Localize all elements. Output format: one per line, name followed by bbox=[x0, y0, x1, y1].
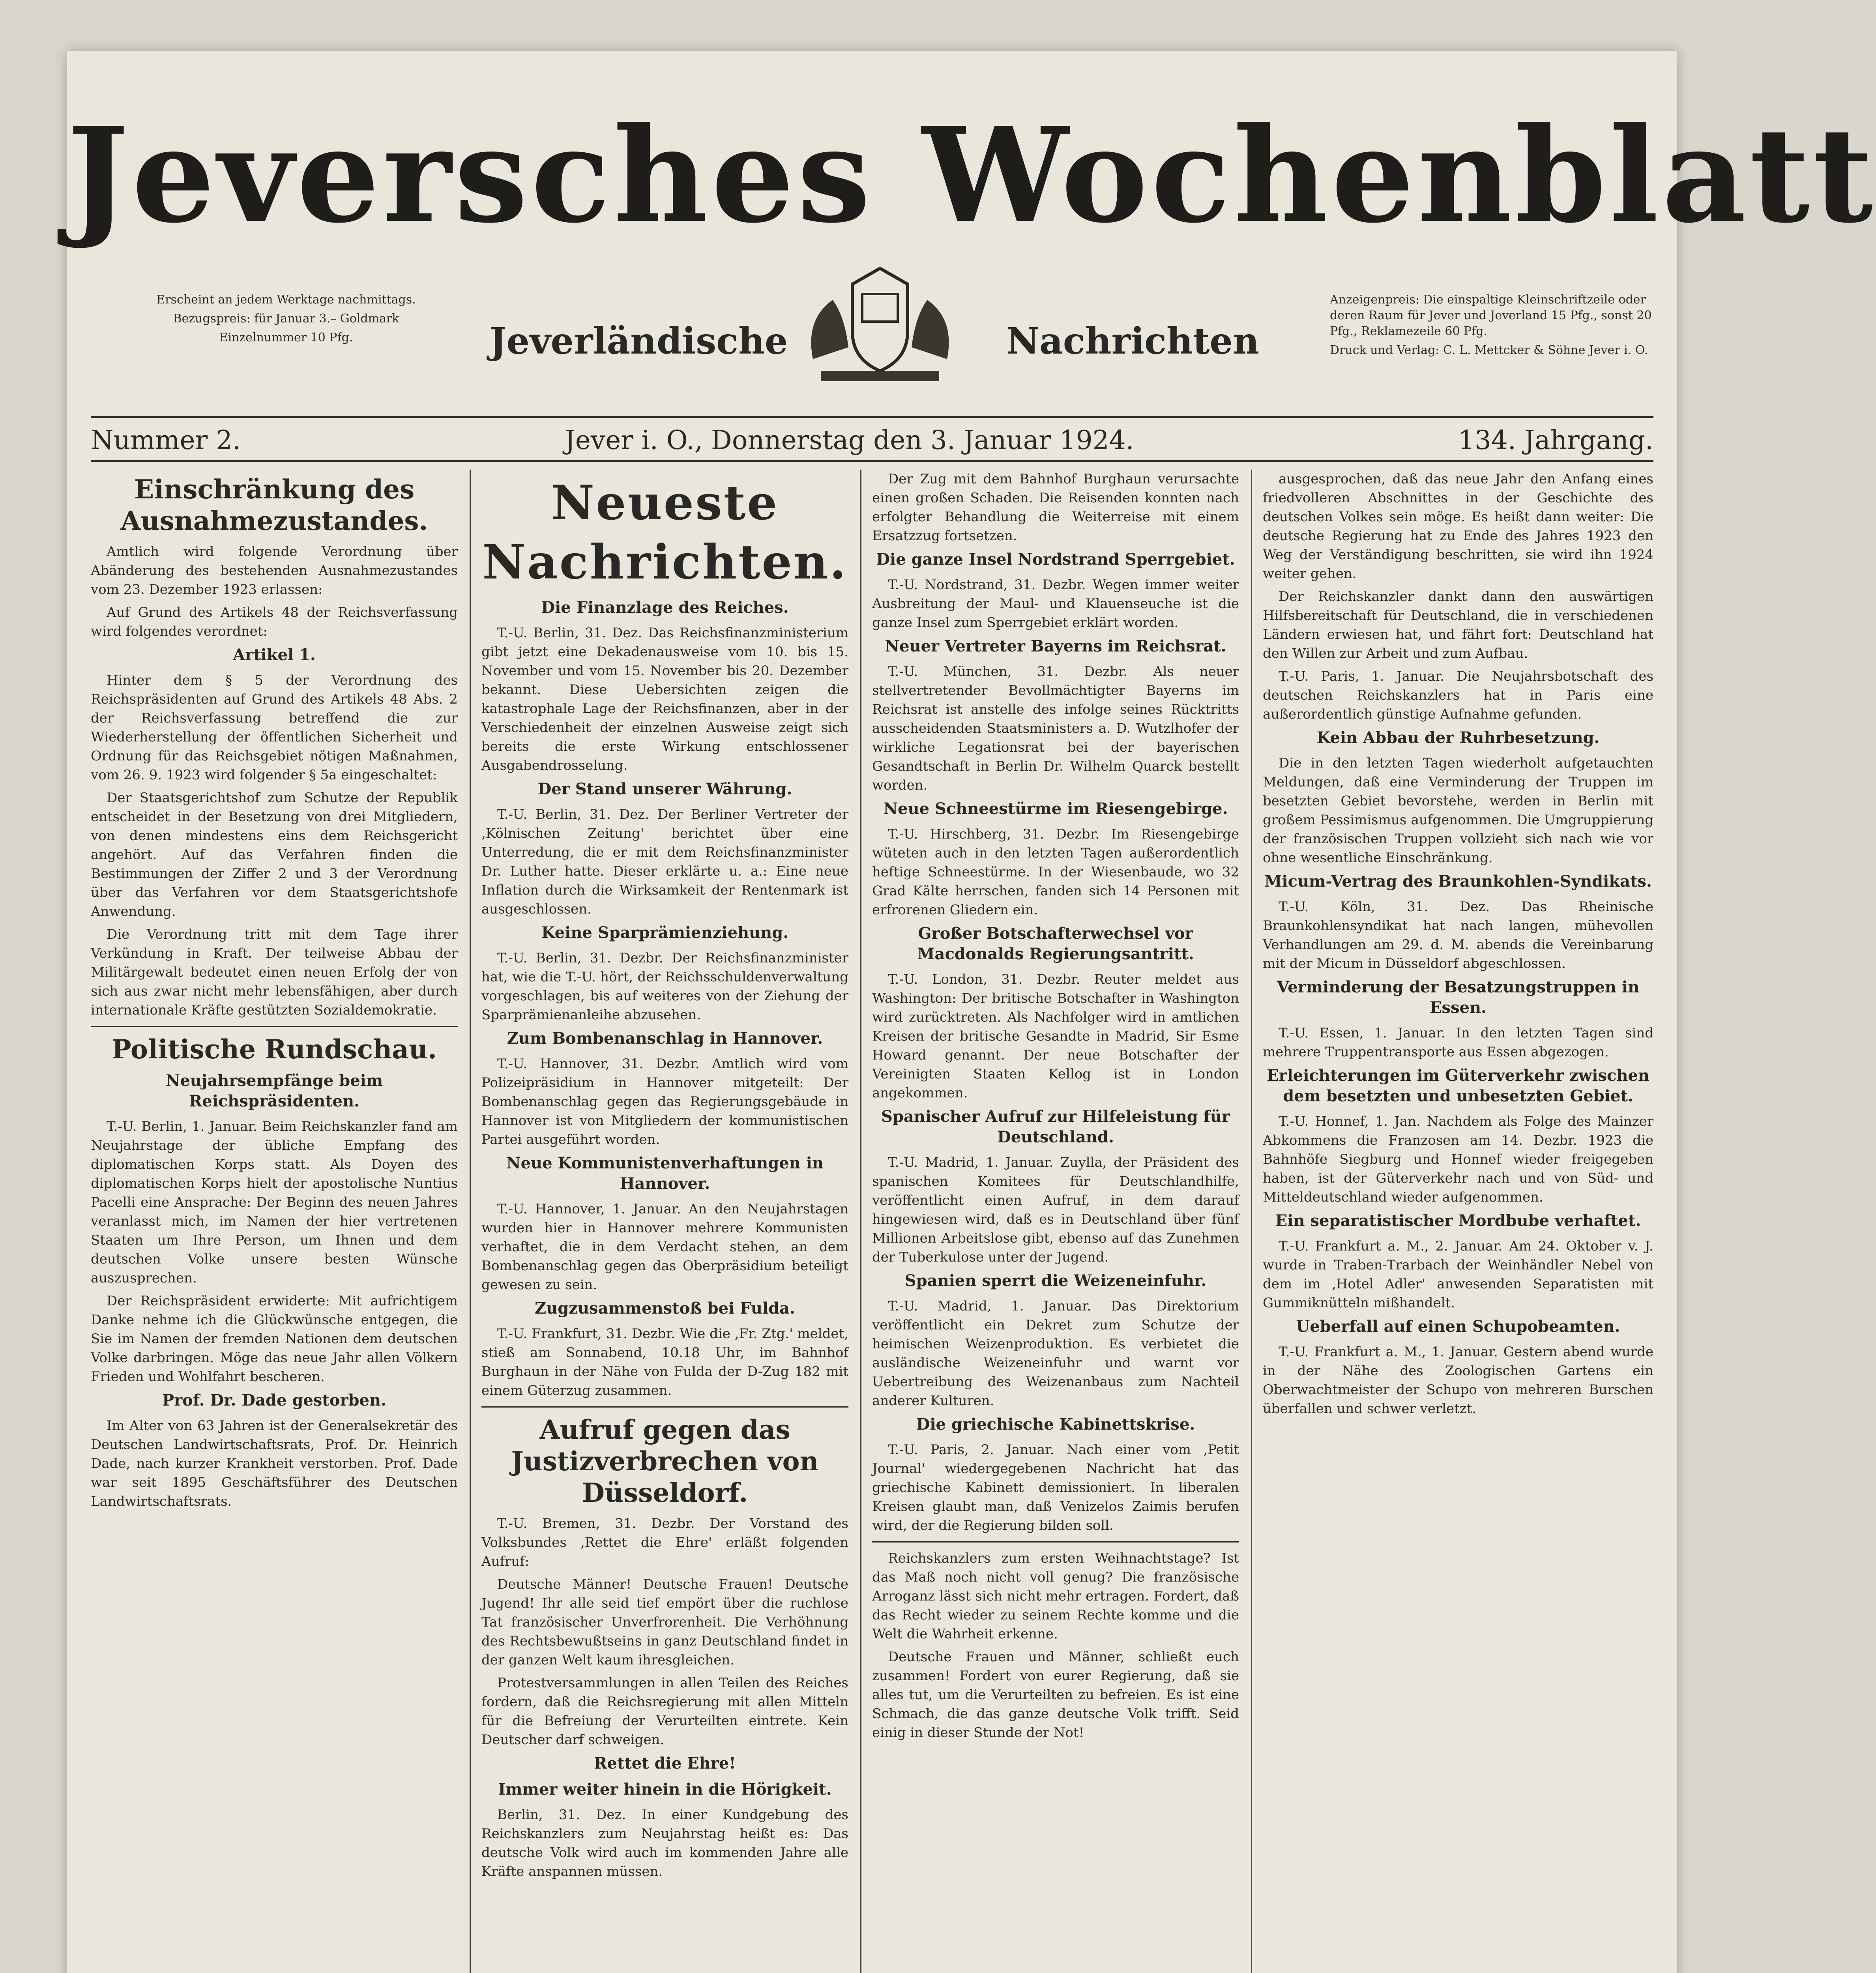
article-paragraph: Berlin, 31. Dez. In einer Kundgebung des Reichskanzlers zum Neujahrstag heißt es: Das deutsche Volk wird auch im kommenden Jahre alle Kräfte anspannen müssen. bbox=[481, 1807, 848, 1879]
article-paragraph: T.-U. Honnef, 1. Jan. Nachdem als Folge des Mainzer Abkommens die Franzosen am 14. Dezbr. 1923 die Bahnhöfe Siegburg und Honnef wieder freigegeben haben, ist der Güterverkehr nach und von Süd- und Mitteldeutschland wieder aufgenommen. bbox=[1263, 1114, 1653, 1205]
info-line: Anzeigenpreis: Die einspaltige Kleinschriftzeile oder deren Raum für Jever und Jeverland 15 Pfg., sonst 20 Pfg., Reklamezeile 60 Pfg. bbox=[1330, 293, 1652, 338]
article-subheadline: Kein Abbau der Ruhrbesetzung. bbox=[1316, 728, 1600, 747]
article-subheadline: Neujahrsempfänge beim Reichspräsidenten. bbox=[165, 1071, 383, 1110]
article-paragraph: T.-U. Berlin, 31. Dez. Das Reichsfinanzministerium gibt jetzt eine Dekadenausweise vom 10. bis 15. November und vom 15. November bis 20. Dezember bekannt. Diese Uebersichten zeigen die katastrophale Lage der Reichsfinanzen, aber in der Verschiedenheit der einzelnen Ausweise zeigt sich bereits die erste Wirkung entschlossener Ausgabendrosselung. bbox=[481, 625, 848, 773]
header-rule bbox=[91, 416, 1653, 418]
column-separator bbox=[860, 470, 861, 1973]
article-paragraph: T.-U. Nordstrand, 31. Dezbr. Wegen immer weiter Ausbreitung der Maul- und Klauenseuche ist die ganze Insel zum Sperrgebiet erklärt worden. bbox=[872, 577, 1239, 631]
info-line: Druck und Verlag: C. L. Mettcker & Söhne Jever i. O. bbox=[1330, 343, 1648, 357]
article-paragraph: T.-U. Essen, 1. Januar. In den letzten Tagen sind mehrere Truppentransporte aus Essen abgezogen. bbox=[1263, 1025, 1653, 1060]
article-paragraph: T.-U. München, 31. Dezbr. Als neuer stellvertretender Bevollmächtigter Bayerns im Reichsrat ist anstelle des infolge seines Rücktritts ausscheidenden Staatsministers a. D. Wutzlhofer der wirkliche Legationsrat bei der bayerischen Gesandtschaft in Berlin Dr. Wilhelm Quarck bestellt worden. bbox=[872, 664, 1239, 793]
info-line: Einzelnummer 10 Pfg. bbox=[219, 331, 353, 344]
section-rule bbox=[481, 1406, 848, 1408]
article-subheadline: Die ganze Insel Nordstrand Sperrgebiet. bbox=[876, 550, 1235, 569]
article-paragraph: T.-U. Hannover, 1. Januar. An den Neujahrstagen wurden hier in Hannover mehrere Kommunisten verhaftet, die in dem Verdacht stehen, an dem Bombenanschlag gegen das Oberpräsidium beteiligt gewesen zu sein. bbox=[481, 1201, 848, 1293]
section-headline: Neueste Nachrichten. bbox=[482, 475, 848, 590]
article-paragraph: Hinter dem § 5 der Verordnung des Reichspräsidenten auf Grund des Artikels 48 Abs. 2 der Reichsverfassung betreffend die zur Wiederherstellung der öffentlichen Sicherheit und Ordnung für das Reichsgebiet nötigen Maßnahmen, vom 26. 9. 1923 wird folgender § 5a eingeschaltet: bbox=[91, 672, 458, 783]
article-paragraph: Der Zug mit dem Bahnhof Burghaun verursachte einen großen Schaden. Die Reisenden konnten nach erfolgter Behandlung die Weiterreise mit einem Ersatzzug fortsetzen. bbox=[872, 471, 1239, 544]
column-4 bbox=[1263, 470, 1653, 1973]
article-paragraph: Protestversammlungen in allen Teilen des Reiches fordern, daß die Reichsregierung mit allen Mitteln für die Befreiung der Verurteilten eintrete. Kein Deutscher darf schweigen. bbox=[481, 1675, 848, 1748]
article-subheadline: Prof. Dr. Dade gestorben. bbox=[162, 1391, 386, 1410]
header-rule bbox=[91, 460, 1653, 462]
volume-year: 134. Jahrgang. bbox=[1458, 425, 1653, 455]
section-headline: Politische Rundschau. bbox=[112, 1034, 437, 1065]
section-rule bbox=[872, 1541, 1239, 1542]
article-paragraph: T.-U. Berlin, 31. Dez. Der Berliner Vertreter der ‚Kölnischen Zeitung' berichtet über eine Unterredung, die er mit dem Reichsfinanzminister Dr. Luther hatte. Dieser erklärte u. a.: Eine neue Inflation durch die Wirksamkeit der Rentenmark ist ausgeschlossen. bbox=[481, 807, 848, 917]
column-3 bbox=[872, 470, 1239, 1973]
article-subheadline: Großer Botschafterwechsel vor Macdonalds Regierungsantritt. bbox=[917, 924, 1194, 963]
article-paragraph: T.-U. Madrid, 1. Januar. Das Direktorium veröffentlicht ein Dekret zum Schutze der heimischen Weizenproduktion. Es verbietet die ausländische Weizeneinfuhr und warnt vor Uebertreibung des Weizenanbaus zum Nachteil anderer Kulturen. bbox=[872, 1298, 1239, 1409]
article-paragraph: Amtlich wird folgende Verordnung über Abänderung des bestehenden Ausnahmezustandes vom 23. Dezember 1923 erlassen: bbox=[91, 544, 458, 597]
article-headline: Aufruf gegen das Justizverbrechen von Düsseldorf. bbox=[511, 1414, 819, 1508]
article-subheadline: Der Stand unserer Währung. bbox=[537, 780, 792, 798]
article-paragraph: Die in den letzten Tagen wiederholt aufgetauchten Meldungen, daß eine Verminderung der Truppen im besetzten Gebiet bevorstehe, werden in Berlin mit großem Pessimismus aufgenommen. Die Umgruppierung der französischen Truppen vollzieht sich nach wie vor ohne wesentliche Einschränkung. bbox=[1263, 755, 1653, 866]
article-paragraph: ausgesprochen, daß das neue Jahr den Anfang eines friedvolleren Abschnittes in der Geschichte des deutschen Volkes sein möge. Es heißt dann weiter: Die deutsche Regierung hat zu Ende des Jahres 1923 den Weg der Verständigung beschritten, sie wird ihn 1924 weiter gehen. bbox=[1263, 471, 1653, 582]
article-paragraph: Der Staatsgerichtshof zum Schutze der Republik entscheidet in der Besetzung von drei Mitgliedern, von denen mindestens eins dem Reichsgericht angehört. Auf das Verfahren finden die Bestimmungen der Ziffer 2 und 3 der Verordnung über das Verfahren vor dem Staatsgerichtshofe Anwendung. bbox=[91, 790, 458, 919]
article-paragraph: T.-U. Frankfurt a. M., 2. Januar. Am 24. Oktober v. J. wurde in Traben-Trarbach der Weinhändler Nebel von dem im ‚Hotel Adler' anwesenden Separatisten mit Gummiknütteln mißhandelt. bbox=[1263, 1238, 1653, 1311]
article-subheadline: Verminderung der Besatzungstruppen in Essen. bbox=[1277, 978, 1640, 1017]
column-1 bbox=[91, 470, 458, 1973]
column-2 bbox=[481, 470, 848, 1973]
article-paragraph: T.-U. Hannover, 31. Dezbr. Amtlich wird vom Polizeipräsidium in Hannover mitgeteilt: Der Bombenanschlag gegen das Regierungsgebäude in Hannover ist von Mitgliedern der kommunistischen Partei ausgeführt worden. bbox=[481, 1056, 848, 1147]
article-paragraph: T.-U. Paris, 1. Januar. Die Neujahrsbotschaft des deutschen Reichskanzlers hat in Paris eine außerordentlich günstige Aufnahme gefunden. bbox=[1263, 668, 1653, 722]
article-paragraph: Der Reichspräsident erwiderte: Mit aufrichtigem Danke nehme ich die Glückwünsche entgegen, die Sie im Namen der fremden Nationen dem deutschen Volke darbringen. Möge das neue Jahr allen Völkern Frieden und Wohlfahrt bescheren. bbox=[91, 1293, 458, 1385]
article-paragraph: T.-U. Frankfurt, 31. Dezbr. Wie die ‚Fr. Ztg.' meldet, stieß am Sonnabend, 10.18 Uhr, im Bahnhof Burghaun in der Nähe von Fulda der D-Zug 182 mit einem Güterzug zusammen. bbox=[481, 1326, 848, 1398]
issue-date: Jever i. O., Donnerstag den 3. Januar 1924. bbox=[565, 425, 1134, 455]
article-subheadline: Neue Schneestürme im Riesengebirge. bbox=[883, 799, 1228, 818]
article-subheadline: Ein separatistischer Mordbube verhaftet. bbox=[1275, 1211, 1641, 1230]
article-subheadline: Ueberfall auf einen Schupobeamten. bbox=[1296, 1317, 1620, 1336]
article-paragraph: T.-U. Köln, 31. Dez. Das Rheinische Braunkohlensyndikat hat nach langen, mühevollen Verhandlungen am 29. d. M. abends die Vereinbarung mit der Micum in Düsseldorf abgeschlossen. bbox=[1263, 899, 1653, 972]
article-paragraph: Die Verordnung tritt mit dem Tage ihrer Verkündung in Kraft. Der teilweise Abbau der Militärgewalt bedeutet einen neuen Erfolg der von sich aus zwar nicht mehr lebensfähigen, aber durch internationale Kräfte gestützten Sozialdemokratie. bbox=[91, 927, 458, 1018]
article-paragraph: T.-U. Berlin, 31. Dezbr. Der Reichsfinanzminister hat, wie die T.-U. hört, der Reichsschuldenverwaltung vorgeschlagen, bis auf weiteres von der Ziehung der Sparprämienanleihe abzusehen. bbox=[481, 950, 848, 1023]
dateline bbox=[91, 422, 1653, 458]
section-rule bbox=[91, 1026, 458, 1027]
article-subheadline: Zum Bombenanschlag in Hannover. bbox=[507, 1029, 823, 1048]
article-paragraph: T.-U. Paris, 2. Januar. Nach einer vom ‚Petit Journal' wiedergegebenen Nachricht hat das griechische Kabinett demissioniert. In liberalen Kreisen glaubt man, daß Venizelos Zaimis berufen wird, der die Regierung bilden soll. bbox=[872, 1442, 1239, 1533]
article-paragraph: T.-U. Bremen, 31. Dezbr. Der Vorstand des Volksbundes ‚Rettet die Ehre' erläßt folgenden Aufruf: bbox=[481, 1516, 848, 1569]
subtitle-right: Nachrichten bbox=[1006, 320, 1259, 362]
newspaper-page bbox=[67, 51, 1876, 1973]
article-paragraph: T.-U. Madrid, 1. Januar. Zuylla, der Präsident des spanischen Komitees für Deutschlandhilfe, veröffentlicht einen Aufruf, in dem darauf hingewiesen wird, daß es in Deutschland über fünf Millionen Arbeitslose gibt, ebenso auf das Zunehmen der Tuberkulose unter der Jugend. bbox=[872, 1155, 1239, 1265]
article-subheadline: Keine Sparprämienziehung. bbox=[541, 923, 789, 942]
subtitle-left: Jeverländische bbox=[489, 320, 788, 362]
column-separator bbox=[470, 470, 471, 1973]
issue-number: Nummer 2. bbox=[91, 425, 241, 455]
article-subheadline: Immer weiter hinein in die Hörigkeit. bbox=[498, 1780, 832, 1799]
article-subheadline: Neuer Vertreter Bayerns im Reichsrat. bbox=[885, 637, 1226, 655]
article-subheadline: Erleichterungen im Güterverkehr zwischen dem besetzten und unbesetzten Gebiet. bbox=[1267, 1066, 1649, 1105]
article-paragraph: Der Reichskanzler dankt dann den auswärtigen Hilfsbereitschaft für Deutschland, die in verschiedenen Ländern erwiesen hat, und fährt fort: Deutschland hat den Willen zur Arbeit und zum Aufbau. bbox=[1263, 589, 1653, 661]
article-paragraph: T.-U. London, 31. Dezbr. Reuter meldet aus Washington: Der britische Botschafter in Washington wird zurücktreten. Als Nachfolger wird in amtlichen Kreisen der britische Gesandte in Madrid, Sir Esme Howard genannt. Der neue Botschafter der Vereinigten Staaten Kellog ist in London angekommen. bbox=[872, 972, 1239, 1101]
article-subheadline: Die griechische Kabinettskrise. bbox=[916, 1415, 1195, 1434]
article-paragraph: T.-U. Frankfurt a. M., 1. Januar. Gestern abend wurde in der Nähe des Zoologischen Gartens ein Oberwachtmeister der Schupo von mehreren Burschen überfallen und schwer verletzt. bbox=[1263, 1344, 1653, 1417]
article-paragraph: T.-U. Berlin, 1. Januar. Beim Reichskanzler fand am Neujahrstage der übliche Empfang des diplomatischen Korps statt. Als Doyen des diplomatischen Korps hielt der apostolische Nuntius Pacelli eine Ansprache: Der Beginn des neuen Jahres veranlasst mich, im Namen der hier vertretenen Staaten um Ihre Person, um Ihnen und dem deutschen Volke unsere besten Wünsche auszusprechen. bbox=[91, 1119, 458, 1286]
coat-of-arms-icon bbox=[789, 256, 971, 387]
article-paragraph: Reichskanzlers zum ersten Weihnachtstage? Ist das Maß noch nicht voll genug? Die französische Arroganz lässt sich nicht mehr ertragen. Fordert, daß das Recht wieder zu seinem Rechte komme und die Welt die Wahrheit erkenne. bbox=[872, 1550, 1239, 1642]
article-paragraph: Auf Grund des Artikels 48 der Reichsverfassung wird folgendes verordnet: bbox=[91, 605, 458, 639]
motto: Rettet die Ehre! bbox=[594, 1754, 736, 1773]
article-subheadline: Artikel 1. bbox=[233, 646, 316, 664]
article-paragraph: Im Alter von 63 Jahren ist der Generalsekretär des Deutschen Landwirtschaftsrats, Prof. Dr. Heinrich Dade, nach kurzer Krankheit verstorben. Prof. Dade war seit 1895 Geschäftsführer des Deutschen Landwirtschaftsrats. bbox=[91, 1418, 458, 1509]
article-paragraph: Deutsche Männer! Deutsche Frauen! Deutsche Jugend! Ihr alle seid tief empört über die ruchlose Tat französischer Unverfrorenheit. Die Verhöhnung des Rechtsbewußtseins in ganz Deutschland findet in der ganzen Welt kaum ihresgleichen. bbox=[481, 1576, 848, 1668]
article-headline: Einschränkung des Ausnahmezustandes. bbox=[120, 474, 428, 536]
info-line: Erscheint an jedem Werktage nachmittags. bbox=[156, 293, 416, 307]
article-paragraph: Deutsche Frauen und Männer, schließt euch zusammen! Fordert von eurer Regierung, daß sie alles tut, um die Verurteilten zu befreien. Es ist eine Schmach, die das ganze deutsche Volk trifft. Seid einig in dieser Stunde der Not! bbox=[872, 1649, 1239, 1741]
column-separator bbox=[1251, 470, 1252, 1973]
advertising-info bbox=[1330, 292, 1669, 361]
info-line: Bezugspreis: für Januar 3.– Goldmark bbox=[173, 312, 399, 326]
article-subheadline: Spanien sperrt die Weizeneinfuhr. bbox=[904, 1271, 1207, 1290]
article-subheadline: Neue Kommunistenverhaftungen in Hannover. bbox=[506, 1154, 824, 1193]
publication-info bbox=[91, 292, 481, 349]
article-subheadline: Micum-Vertrag des Braunkohlen-Syndikats. bbox=[1264, 872, 1652, 891]
newspaper-title: Jeversches Wochenblatt bbox=[67, 99, 1876, 252]
article-subheadline: Die Finanzlage des Reiches. bbox=[541, 598, 789, 617]
article-paragraph: T.-U. Hirschberg, 31. Dezbr. Im Riesengebirge wüteten auch in den letzten Tagen außerordentlich heftige Schneestürme. In der Wiesenbaude, wo 32 Grad Kälte herrschen, fanden sich 14 Personen mit erfrorenen Gliedern ein. bbox=[872, 826, 1239, 918]
article-subheadline: Spanischer Aufruf zur Hilfeleistung für Deutschland. bbox=[881, 1107, 1230, 1146]
article-subheadline: Zugzusammenstoß bei Fulda. bbox=[535, 1299, 795, 1318]
